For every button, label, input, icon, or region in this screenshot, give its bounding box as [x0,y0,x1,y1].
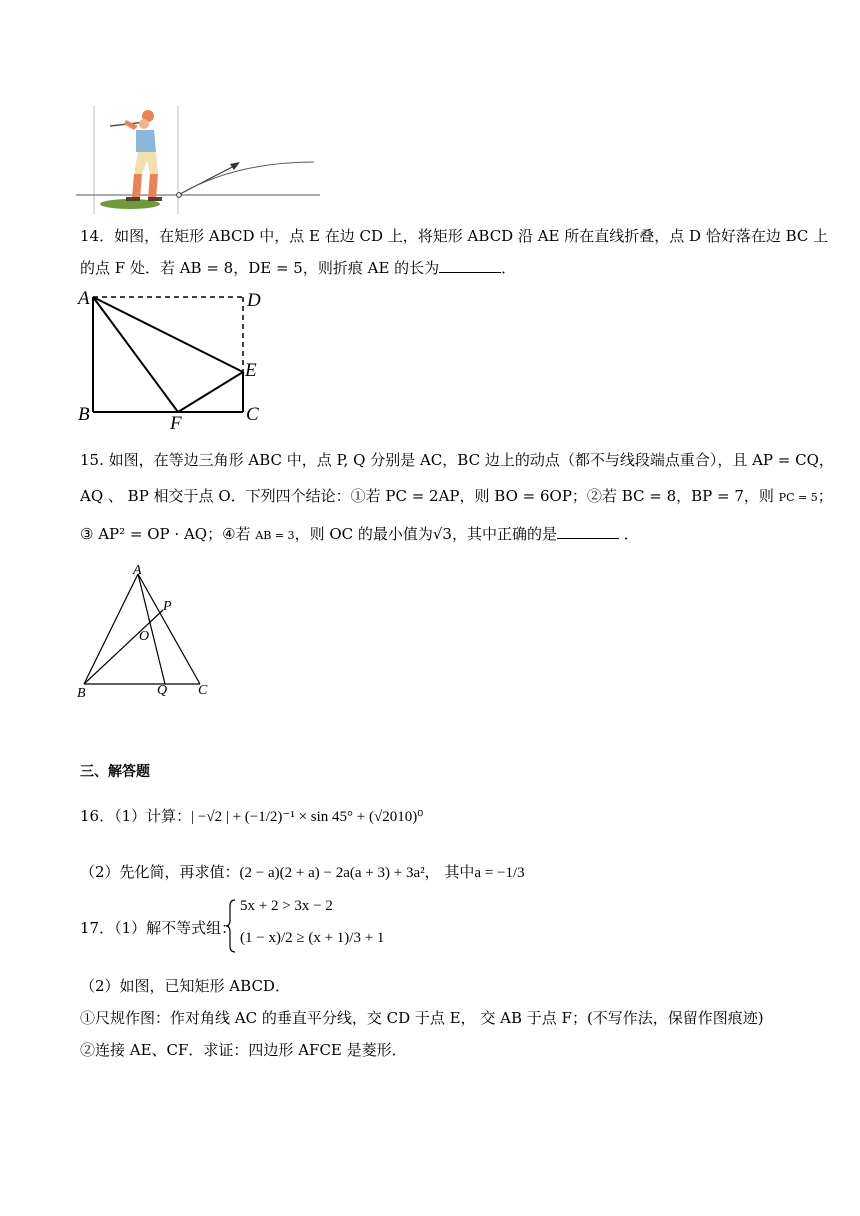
q16-part1-label: 16．（1）计算： [80,807,192,825]
q14-label-c: C [246,404,259,425]
q14-line2 [80,258,516,278]
q15-answer-blank[interactable] [557,524,619,539]
q16-part2-cond: a = −1/3 [474,865,525,881]
q16-part2-expr: (2 − a)(2 + a) − 2a(a + 3) + 3a²， [239,865,440,881]
q16-part2 [80,862,525,883]
q14-line1: 14．如图，在矩形 ABCD 中，点 E 在边 CD 上，将矩形 ABCD 沿 AE 所在直线折叠，点 D 恰好落在边 BC 上 [80,227,829,245]
q15-line2-end: ； [817,487,833,505]
q14-answer-blank[interactable] [439,258,501,273]
q15-label-p: P [163,599,172,614]
q15-line3-end: ． [618,525,639,543]
q17-step1: ①尺规作图：作对角线 AC 的垂直平分线，交 CD 于点 E， 交 AB 于点 F；(不写作法，保留作图痕迹) [80,1009,764,1027]
q15-line3 [80,524,639,546]
q15-line3-a: ③ AP² = OP · AQ；④若 [80,525,256,543]
q15-label-b: B [77,686,86,701]
q17-step2: ②连接 AE、CF．求证：四边形 AFCE 是菱形． [80,1041,407,1059]
q17-part2: （2）如图，已知矩形 ABCD． [80,977,290,995]
q17-inequality-1: 5x + 2 > 3x − 2 [240,898,333,914]
golf-illustration [76,100,326,218]
q14-label-f: F [170,413,182,434]
q15-line1: 15. 如图，在等边三角形 ABC 中，点 P, Q 分别是 AC，BC 边上的动点（都不与线段端点重合），且 AP = CQ， [80,451,834,469]
q15-line2 [80,486,833,508]
q14-label-d: D [247,290,261,311]
q16-part1 [80,806,423,827]
q17-part1-label: 17．（1）解不等式组： [80,919,237,937]
q14-line2-text: 的点 F 处．若 AB = 8，DE = 5，则折痕 AE 的长为 [80,259,440,277]
q15-line2-small: PC = 5 [778,491,818,504]
q15-line2-text: AQ 、 BP 相交于点 O．下列四个结论：①若 PC = 2AP，则 BO = 6OP；②若 BC = 8，BP = 7，则 [80,487,779,505]
q15-label-a: A [133,563,142,578]
q17-inequality-2: (1 − x)/2 ≥ (x + 1)/3 + 1 [240,930,385,946]
q17-system-brace [225,898,237,954]
q14-line2-end: ． [501,259,517,277]
q14-label-e: E [245,360,257,381]
q16-part2-label: （2）先化简，再求值： [80,863,240,881]
section-title: 三、解答题 [80,764,150,780]
q14-label-a: A [78,288,90,309]
q15-triangle-figure [76,560,226,700]
q14-label-b: B [78,404,90,425]
q15-line3-small: AB = 3 [255,529,295,542]
q15-label-q: Q [157,683,168,698]
q15-label-o: O [139,629,150,644]
q15-line3-b: ，则 OC 的最小值为√3，其中正确的是 [294,525,557,543]
q16-part2-cond-pre: 其中 [444,863,475,881]
q16-part1-expr: | −√2 | + (−1/2)⁻¹ × sin 45° + (√2010)⁰ [191,809,424,825]
q15-label-c: C [198,683,208,698]
